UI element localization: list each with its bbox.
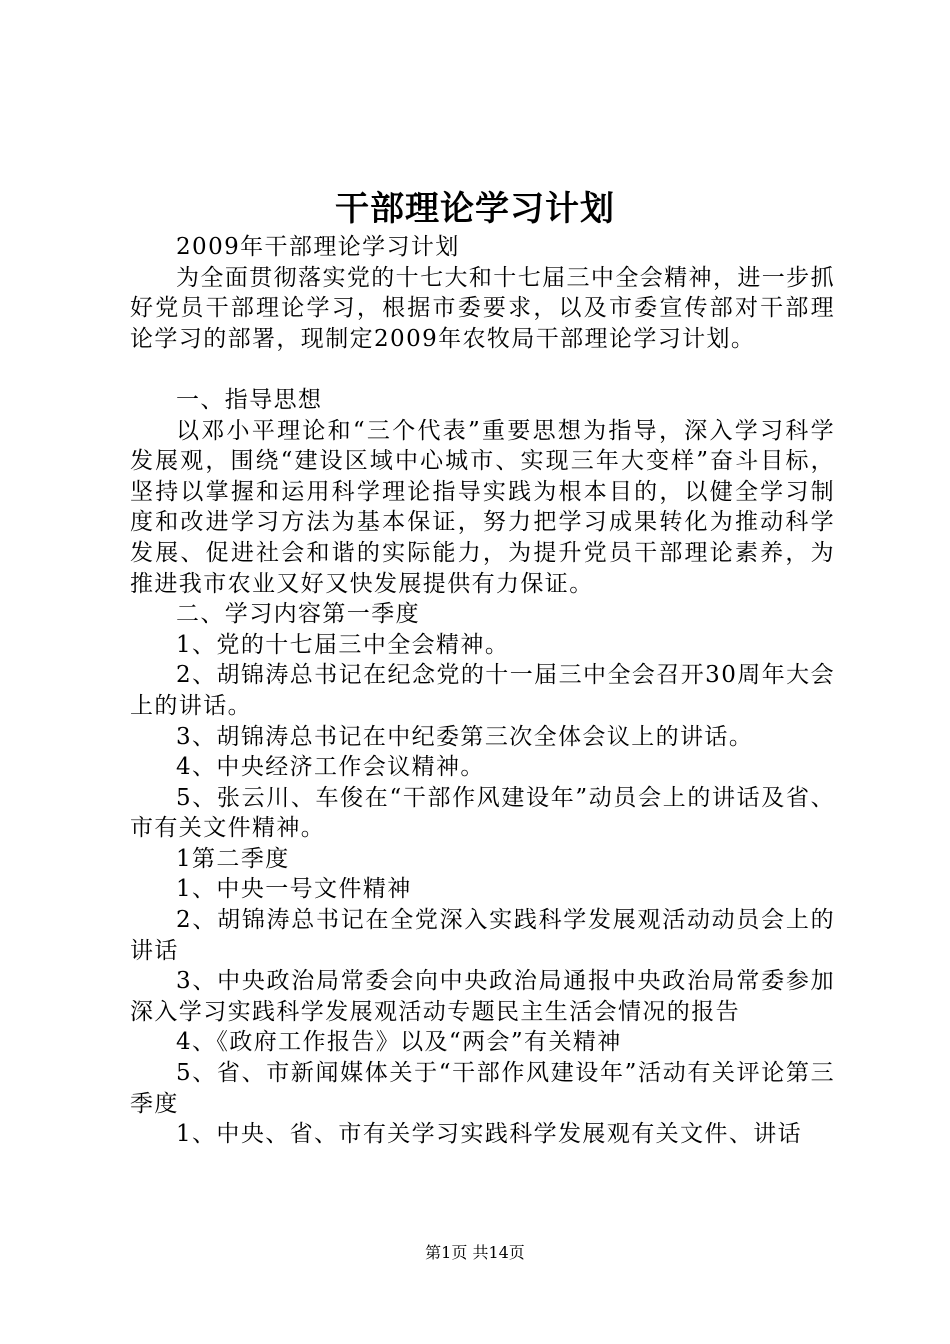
list-item: 4、中央经济工作会议精神。 (176, 754, 485, 781)
list-item: 3、胡锦涛总书记在中纪委第三次全体会议上的讲话。 (176, 723, 754, 750)
list-item: 2、胡锦涛总书记在纪念党的十一届三中全会召开30周年大会上的讲话。 (130, 662, 835, 719)
quarter-heading: 1第二季度 (176, 845, 290, 872)
list-item: 5、张云川、车俊在“干部作风建设年”动员会上的讲话及省、市有关文件精神。 (130, 784, 835, 842)
list-item: 2、胡锦涛总书记在全党深入实践科学发展观活动动员会上的讲话 (130, 907, 835, 964)
guiding-thought-paragraph: 以邓小平理论和“三个代表”重要思想为指导，深入学习科学发展观，围绕“建设区域中心城市、实现三年大变样”奋斗目标，坚持以掌握和运用科学理论指导实践为根本目的，以健全学习制度和改进学习方法为基本保证，努力把学习成果转化为推动科学发展、促进社会和谐的实际能力，为提升党员干部理论素养，为推进我市农业又好又快发展提供有力保证。 (130, 417, 835, 597)
page-number-footer: 第1页 共14页 (425, 1243, 525, 1262)
document-body (130, 232, 835, 1150)
list-item: 5、省、市新闻媒体关于“干部作风建设年”活动有关评论第三季度 (130, 1060, 835, 1117)
list-item: 3、中央政治局常委会向中央政治局通报中央政治局常委参加深入学习实践科学发展观活动专题民主生活会情况的报告 (130, 968, 835, 1025)
document-title: 干部理论学习计划 (335, 189, 615, 229)
list-item: 1、中央一号文件精神 (176, 876, 412, 903)
plan-subtitle: 2009年干部理论学习计划 (176, 234, 460, 260)
list-item: 1、党的十七届三中全会精神。 (176, 631, 510, 658)
section-heading-guiding-thought: 一、指导思想 (176, 386, 323, 413)
section-heading-study-content: 二、学习内容第一季度 (176, 601, 420, 628)
intro-paragraph: 为全面贯彻落实党的十七大和十七届三中全会精神，进一步抓好党员干部理论学习，根据市委要求，以及市委宣传部对干部理论学习的部署，现制定2009年农牧局干部理论学习计划。 (130, 264, 835, 352)
list-item: 1、中央、省、市有关学习实践科学发展观有关文件、讲话 (176, 1121, 803, 1148)
list-item: 4、《政府工作报告》以及“两会”有关精神 (176, 1029, 622, 1056)
